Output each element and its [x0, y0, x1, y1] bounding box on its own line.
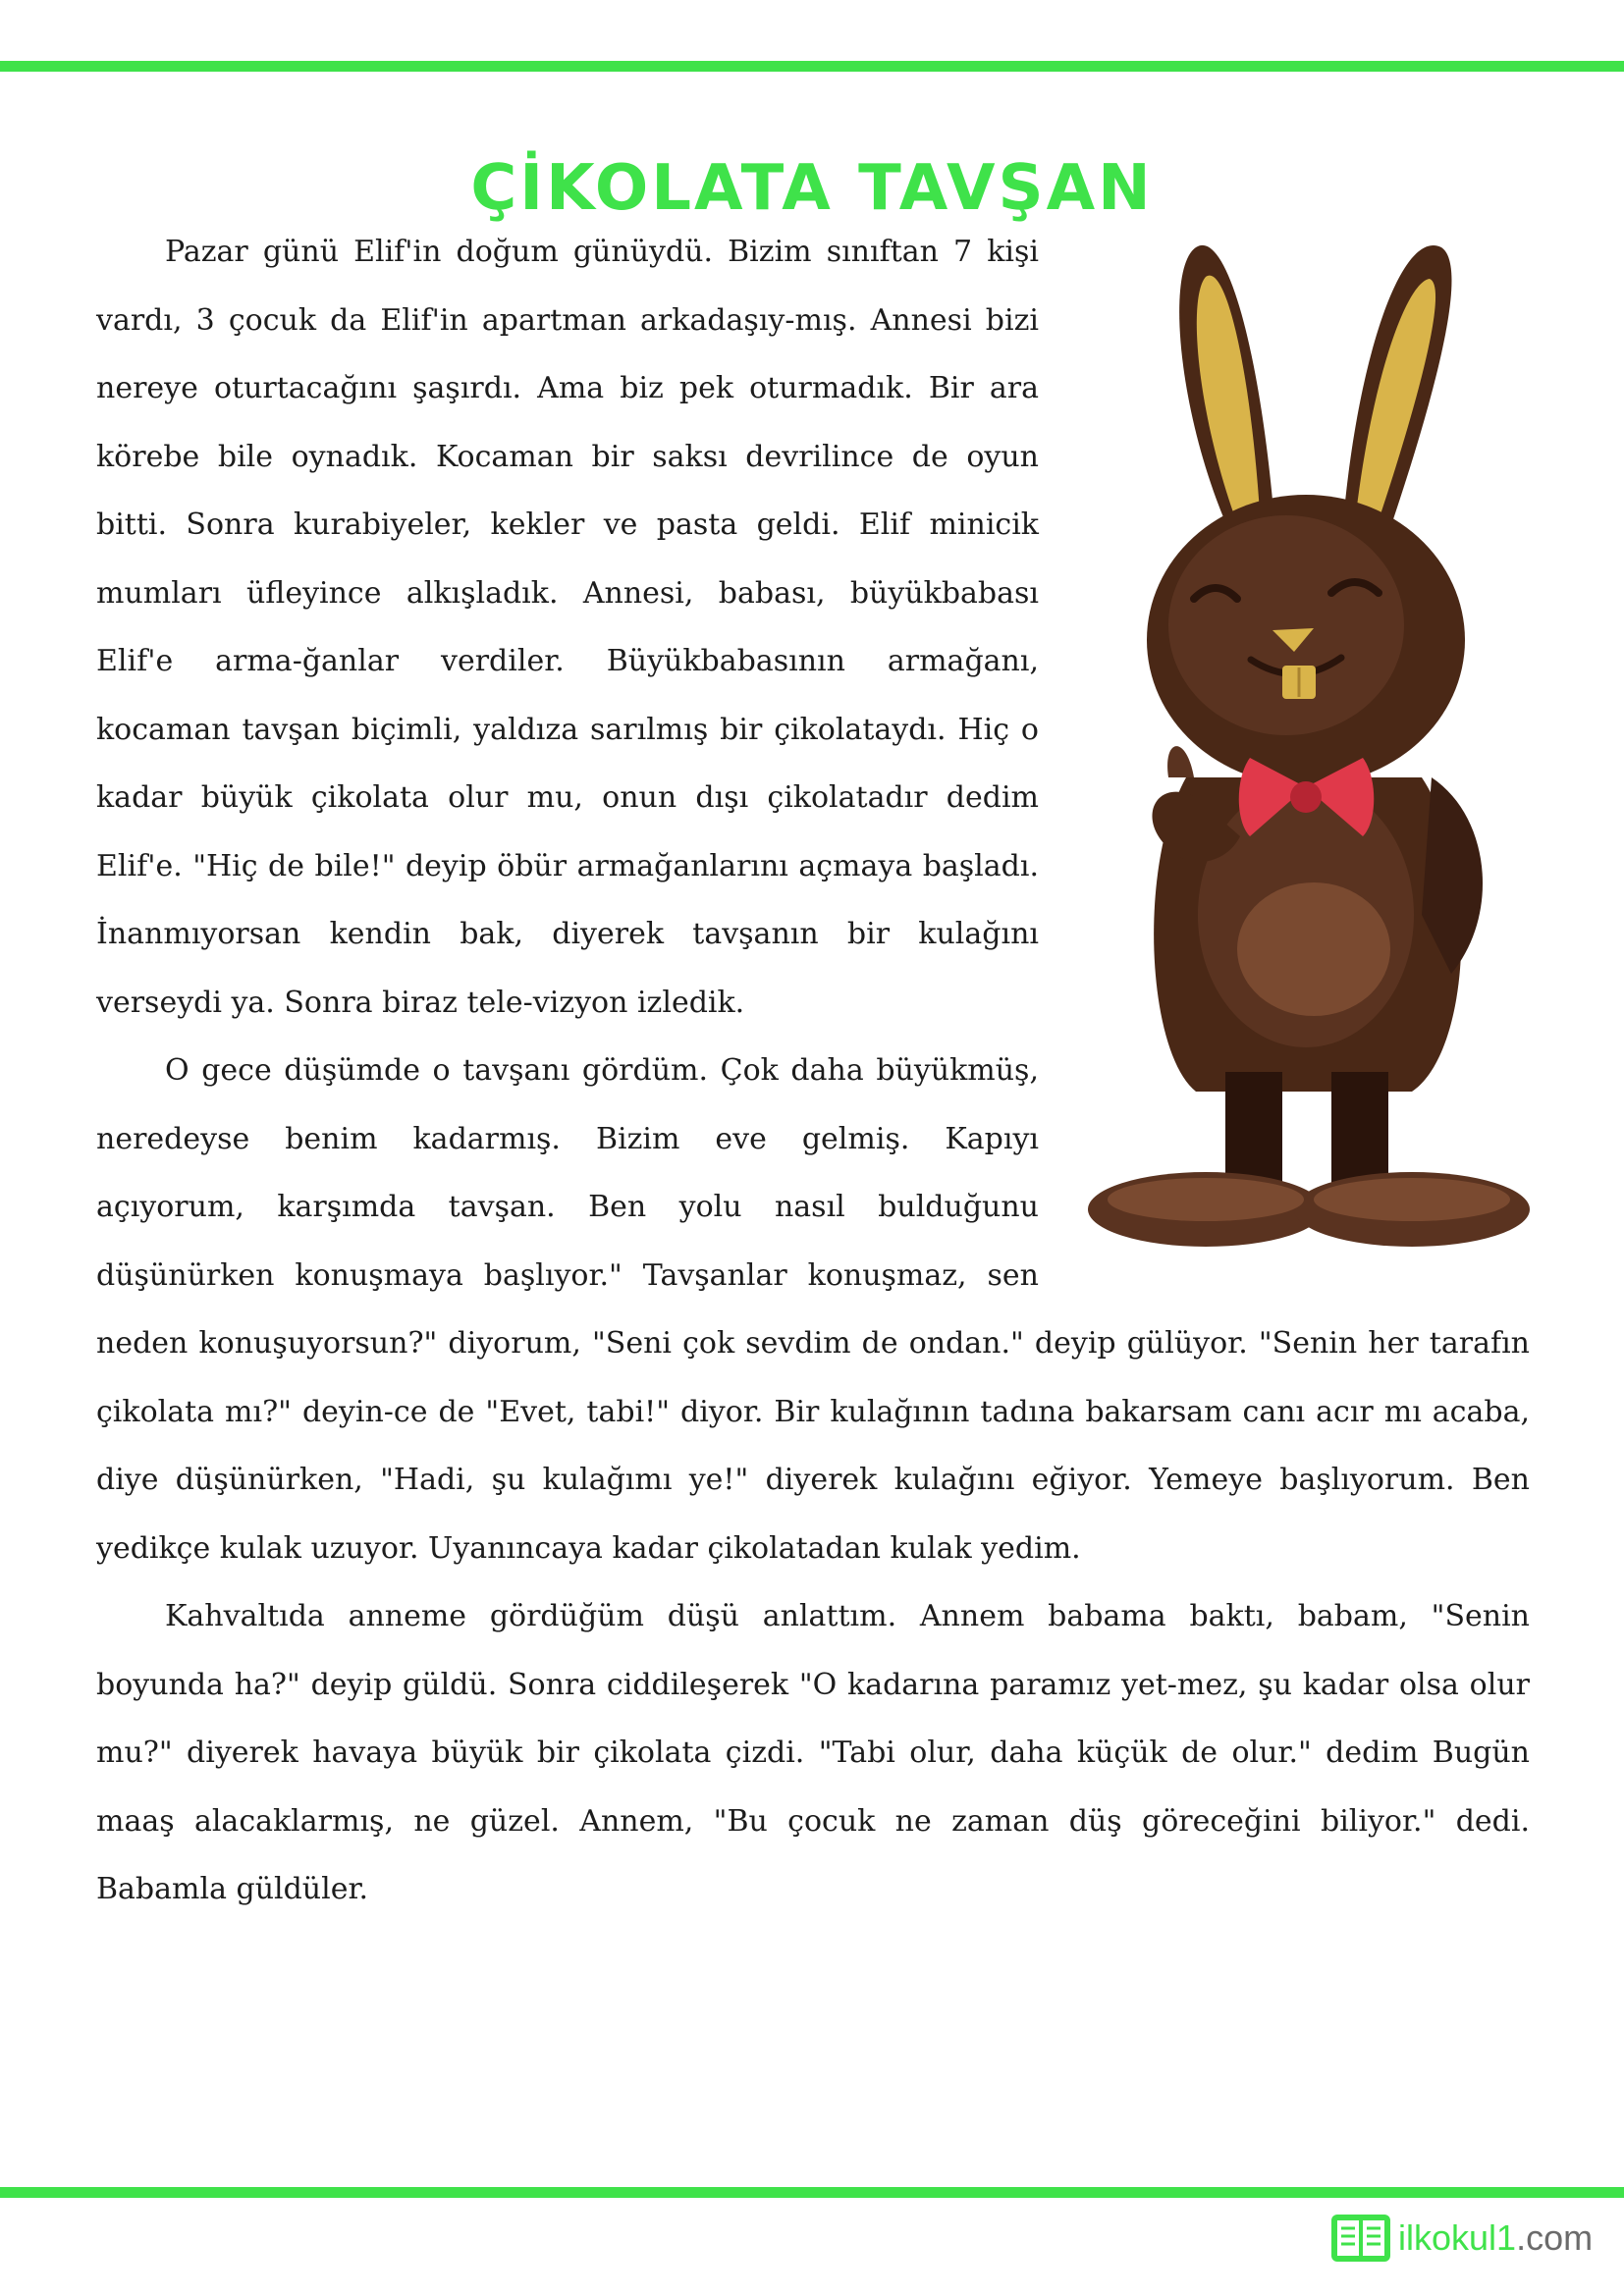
- story-paragraph: Pazar günü Elif'in doğum günüydü. Bizim sınıftan 7 kişi vardı, 3 çocuk da Elif'in apartman arkadaşıy-mış. Annesi bizi nereye oturtacağını şaşırdı. Ama biz pek oturmadık. Bir ara körebe bile oynadık. Kocaman bir saksı devrilince de oyun bitti. Sonra kurabiyeler, kekler ve pasta geldi. Elif minicik mumları üfleyince alkışladık. Annesi, babası, büyükbabası Elif'e arma-ğanlar verdiler. Büyükbabasının armağanı, kocaman tavşan biçimli, yaldıza sarılmış bir çikolataydı. Hiç o kadar büyük çikolata olur mu, onun dışı çikolatadır dedim Elif'e. "Hiç de bile!" deyip öbür armağanlarını açmaya başladı. İnanmıyorsan kendin bak, diyerek tavşanın bir kulağını verseydi ya. Sonra biraz tele-vizyon izledik.: [96, 235, 1039, 1020]
- story-body: [96, 218, 1530, 1924]
- bottom-divider: [0, 2187, 1624, 2198]
- story-paragraph: Kahvaltıda anneme gördüğüm düşü anlattım. Annem babama baktı, babam, "Senin boyunda ha?" deyip güldü. Sonra ciddileşerek "O kadarına paramız yet-mez, şu kadar olsa olur mu?" diyerek havaya büyük bir çikolata çizdi. "Tabi olur, daha küçük de olur." dedim Bugün maaş alacaklarmış, ne güzel. Annem, "Bu çocuk ne zaman düş göreceğini biliyor." dedi. Babamla güldüler.: [96, 1599, 1530, 1906]
- brand-name-main: ilkokul1: [1398, 2217, 1517, 2258]
- book-icon: [1329, 2211, 1392, 2266]
- illustration-container: [1078, 218, 1530, 1258]
- story-paragraph: O gece düşümde o tavşanı gördüm. Çok daha büyükmüş, neredeyse benim kadarmış. Bizim eve gelmiş. Kapıyı açıyorum, karşımda tavşan. Ben yolu nasıl bulduğunu düşünürken konuşmaya başlıyor." Tavşanlar konuşmaz, sen neden konuşuyorsun?" diyorum, "Seni çok sevdim de ondan." deyip gülüyor. "Senin her tarafın çikolata mı?" deyin-ce de "Evet, tabi!" diyor. Bir kulağının tadına bakarsam canı acır mı acaba, diye düşünürken, "Hadi, şu kulağımı ye!" diyerek kulağını eğiyor. Yemeye başlıyorum. Ben yedikçe kulak uzuyor. Uyanıncaya kadar çikolatadan kulak yedim.: [96, 1053, 1530, 1566]
- brand-logo[interactable]: [1329, 2211, 1593, 2266]
- top-divider: [0, 61, 1624, 72]
- page-title: ÇİKOLATA TAVŞAN: [470, 151, 1154, 225]
- brand-tld: .com: [1516, 2217, 1594, 2258]
- chocolate-bunny-illustration: [1078, 228, 1530, 1249]
- brand-name: [1398, 2217, 1593, 2259]
